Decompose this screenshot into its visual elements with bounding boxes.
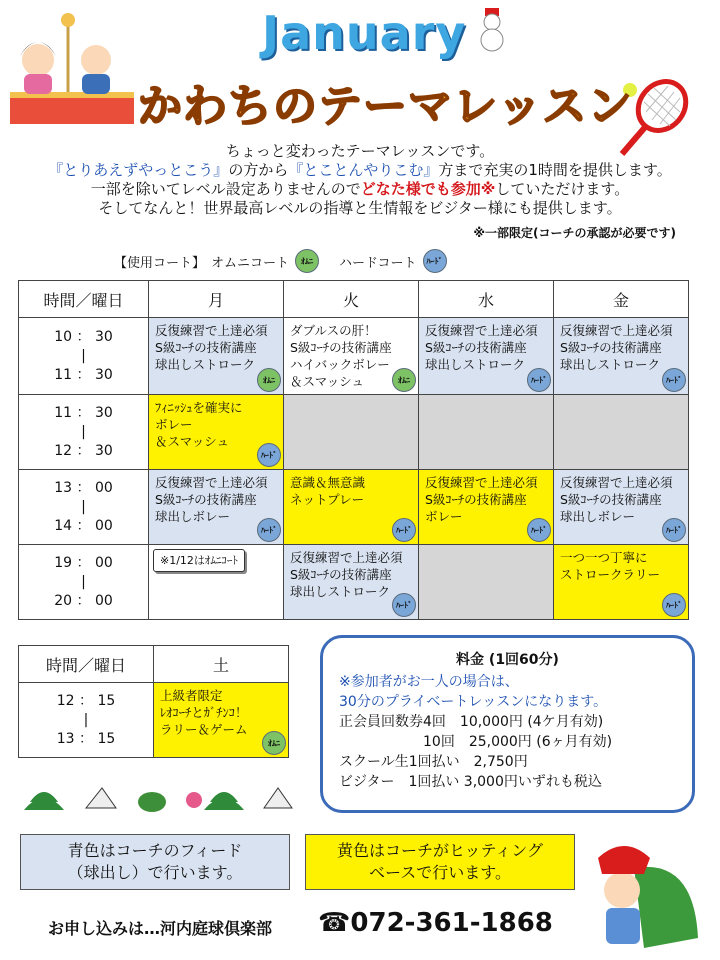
- lesson-cell: [419, 545, 554, 620]
- lesson-text: 反復練習で上達必須: [560, 475, 673, 490]
- lesson-text: 球出しストローク: [290, 584, 391, 599]
- time-slot: [19, 683, 154, 758]
- schedule-row: [19, 318, 689, 395]
- lesson-text: ラリー＆ゲーム: [160, 722, 248, 737]
- lesson-text: ストロークラリー: [560, 567, 661, 582]
- lesson-cell: [554, 545, 689, 620]
- day-header: 土: [154, 646, 289, 683]
- time-separator: |: [81, 423, 86, 440]
- schedule-row: [19, 395, 689, 470]
- time-slot: [19, 395, 149, 470]
- lesson-text: 球出しストローク: [425, 357, 526, 372]
- lesson-text: 一つ一つ丁寧に: [560, 550, 648, 565]
- weekday-schedule-table: [18, 280, 689, 620]
- pricing-line: 正会員回数券4回 10,000円 (4ケ月有効): [339, 714, 604, 730]
- time-start: 19 ： 00: [54, 554, 113, 571]
- lion-dance-illustration: [584, 828, 704, 956]
- pricing-line: 10回 25,000円 (6ヶ月有効): [339, 734, 613, 750]
- saturday-schedule-table: [18, 645, 289, 758]
- hard-court-badge: ﾊｰﾄﾞ: [257, 443, 281, 467]
- blue-legend-line-2: （球出し）で行います。: [67, 863, 243, 882]
- hard-court-badge: ﾊｰﾄﾞ: [392, 593, 416, 617]
- lesson-text: 球出しボレー: [560, 509, 636, 524]
- hard-court-badge: ﾊｰﾄﾞ: [392, 518, 416, 542]
- schedule-row: [19, 683, 289, 758]
- yellow-legend-box: [305, 834, 575, 890]
- lesson-text: S級ｺｰﾁの技術講座: [560, 340, 662, 355]
- phone-number-text: 072-361-1868: [350, 908, 553, 938]
- time-separator: |: [83, 711, 89, 728]
- page-title: かわちのテーマレッスン: [138, 81, 633, 132]
- new-year-decoration-row: [20, 778, 296, 820]
- lesson-text: S級ｺｰﾁの技術講座: [290, 340, 392, 355]
- pricing-line: スクール生1回払い 2,750円: [339, 754, 528, 770]
- intro-anyone-text: どなた様でも参加※: [360, 180, 496, 198]
- schedule-header-row: [19, 646, 289, 683]
- lesson-text: 反復練習で上達必須: [155, 475, 268, 490]
- hard-court-badge: ﾊｰﾄﾞ: [257, 518, 281, 542]
- time-start: 13 ： 00: [54, 479, 113, 496]
- time-slot: [19, 318, 149, 395]
- intro-line-2: [0, 161, 720, 180]
- lesson-cell: [149, 395, 284, 470]
- intro-phrase-rest: 方まで充実の1時間を提供します。: [438, 161, 672, 179]
- hard-court-badge: ﾊｰﾄﾞ: [423, 249, 447, 273]
- time-separator: |: [81, 347, 86, 364]
- lesson-text: ＆スマッシュ: [155, 434, 230, 449]
- lesson-text: 上級者限定: [160, 688, 223, 703]
- snowman-icon: [478, 8, 506, 52]
- time-end: 20 ： 00: [54, 592, 113, 609]
- lesson-cell: [284, 545, 419, 620]
- court-legend-label: 【使用コート】: [114, 255, 206, 271]
- lesson-cell: [419, 470, 554, 545]
- time-day-header: 時間／曜日: [19, 281, 149, 318]
- pricing-note-1: ※参加者がお一人の場合は、: [339, 674, 519, 690]
- time-end: 12 ： 30: [54, 442, 113, 459]
- new-year-couple-illustration: [8, 8, 136, 126]
- hard-court-badge: ﾊｰﾄﾞ: [662, 368, 686, 392]
- lesson-text: S級ｺｰﾁの技術講座: [155, 340, 257, 355]
- lesson-text: ボレー: [155, 417, 193, 432]
- lesson-text: 意識＆無意識: [290, 475, 366, 490]
- court-change-callout: ※1/12はｵﾑﾆｺｰﾄ: [153, 549, 245, 572]
- time-start: 12 ： 15: [56, 692, 116, 709]
- intro-text: [0, 142, 720, 218]
- lesson-cell: [149, 470, 284, 545]
- time-end: 13 ： 15: [56, 730, 116, 747]
- application-text: お申し込みは…河内庭球倶楽部: [48, 919, 273, 938]
- month-title: January: [262, 6, 467, 60]
- time-start: 10 ： 30: [54, 328, 113, 345]
- time-day-header: 時間／曜日: [19, 646, 154, 683]
- omni-court-badge: ｵﾑﾆ: [392, 368, 416, 392]
- intro-level-text: 一部を除いてレベル設定ありませんので: [90, 180, 361, 198]
- lesson-cell: [284, 318, 419, 395]
- intro-line-1: ちょっと変わったテーマレッスンです。: [225, 142, 495, 160]
- pricing-note-2: 30分のプライベートレッスンになります。: [339, 694, 608, 710]
- time-start: 11 ： 30: [54, 404, 113, 421]
- blue-legend-line-1: 青色はコーチのフィード: [67, 841, 243, 860]
- lesson-text: 反復練習で上達必須: [425, 323, 538, 338]
- intro-phrase-casual: 『とりあえずやっとこう』: [48, 161, 229, 179]
- omni-court-label: オムニコート: [211, 255, 290, 271]
- hard-court-badge: ﾊｰﾄﾞ: [527, 518, 551, 542]
- yellow-legend-line-1: 黄色はコーチがヒッティング: [337, 841, 543, 860]
- lesson-text: ＆スマッシュ: [290, 374, 365, 389]
- lesson-text: ダブルスの肝！: [290, 323, 377, 338]
- pricing-heading: 料金 (1回60分): [456, 652, 559, 668]
- schedule-row: [19, 470, 689, 545]
- intro-phrase-from: の方から: [228, 161, 289, 179]
- intro-join-text: していただけます。: [495, 180, 630, 198]
- day-header: 火: [284, 281, 419, 318]
- lesson-cell: [419, 318, 554, 395]
- lesson-text: S級ｺｰﾁの技術講座: [425, 340, 527, 355]
- intro-line-4: そしてなんと！世界最高レベルの指導と生情報をビジター様にも提供します。: [98, 199, 622, 217]
- hard-court-badge: ﾊｰﾄﾞ: [662, 593, 686, 617]
- omni-court-badge: ｵﾑﾆ: [262, 731, 286, 755]
- time-separator: |: [81, 498, 86, 515]
- lesson-cell: [554, 395, 689, 470]
- lesson-text: ネットプレー: [290, 492, 365, 507]
- omni-court-badge: ｵﾑﾆ: [257, 368, 281, 392]
- lesson-text: 反復練習で上達必須: [290, 550, 403, 565]
- pricing-line: ビジター 1回払い 3,000円いずれも税込: [339, 774, 602, 790]
- lesson-cell: [284, 470, 419, 545]
- phone-number: [318, 908, 553, 938]
- hard-court-badge: ﾊｰﾄﾞ: [527, 368, 551, 392]
- lesson-text: ﾚｵｺｰﾁとｶﾞﾁﾝｺ！: [160, 705, 248, 720]
- lesson-text: 反復練習で上達必須: [425, 475, 538, 490]
- lesson-cell: [284, 395, 419, 470]
- hard-court-label: ハードコート: [339, 255, 417, 271]
- time-separator: |: [81, 573, 86, 590]
- lesson-cell: [554, 318, 689, 395]
- lesson-text: S級ｺｰﾁの技術講座: [290, 567, 392, 582]
- time-slot: [19, 470, 149, 545]
- lesson-text: 球出しストローク: [560, 357, 661, 372]
- court-legend: [114, 249, 447, 273]
- coach-approval-note: ※一部限定(コーチの承認が必要です): [473, 226, 676, 240]
- lesson-text: 球出しボレー: [155, 509, 231, 524]
- day-header: 金: [554, 281, 689, 318]
- phone-icon: ☎: [318, 908, 351, 938]
- lesson-text: S級ｺｰﾁの技術講座: [155, 492, 257, 507]
- blue-legend-box: [20, 834, 290, 890]
- lesson-text: ボレー: [425, 509, 463, 524]
- schedule-row: [19, 545, 689, 620]
- time-end: 14 ： 00: [54, 517, 113, 534]
- lesson-cell: [554, 470, 689, 545]
- lesson-text: 球出しストローク: [155, 357, 256, 372]
- pricing-box: [320, 635, 695, 813]
- lesson-text: ハイバックボレー: [290, 357, 390, 372]
- lesson-text: S級ｺｰﾁの技術講座: [560, 492, 662, 507]
- lesson-text: 反復練習で上達必須: [155, 323, 268, 338]
- hard-court-badge: ﾊｰﾄﾞ: [662, 518, 686, 542]
- day-header: 月: [149, 281, 284, 318]
- lesson-cell: [149, 318, 284, 395]
- omni-court-badge: ｵﾑﾆ: [295, 249, 319, 273]
- yellow-legend-line-2: ベースで行います。: [369, 863, 511, 882]
- intro-line-3: [0, 180, 720, 199]
- lesson-text: S級ｺｰﾁの技術講座: [425, 492, 527, 507]
- time-end: 11 ： 30: [54, 366, 113, 383]
- lesson-cell: [419, 395, 554, 470]
- lesson-text: 反復練習で上達必須: [560, 323, 673, 338]
- lesson-cell: [149, 545, 284, 620]
- intro-phrase-dedicated: 『とことんやりこむ』: [288, 161, 439, 179]
- lesson-text: ﾌｨﾆｯｼｭを確実に: [155, 400, 243, 415]
- schedule-header-row: [19, 281, 689, 318]
- lesson-cell: [154, 683, 289, 758]
- day-header: 水: [419, 281, 554, 318]
- time-slot: [19, 545, 149, 620]
